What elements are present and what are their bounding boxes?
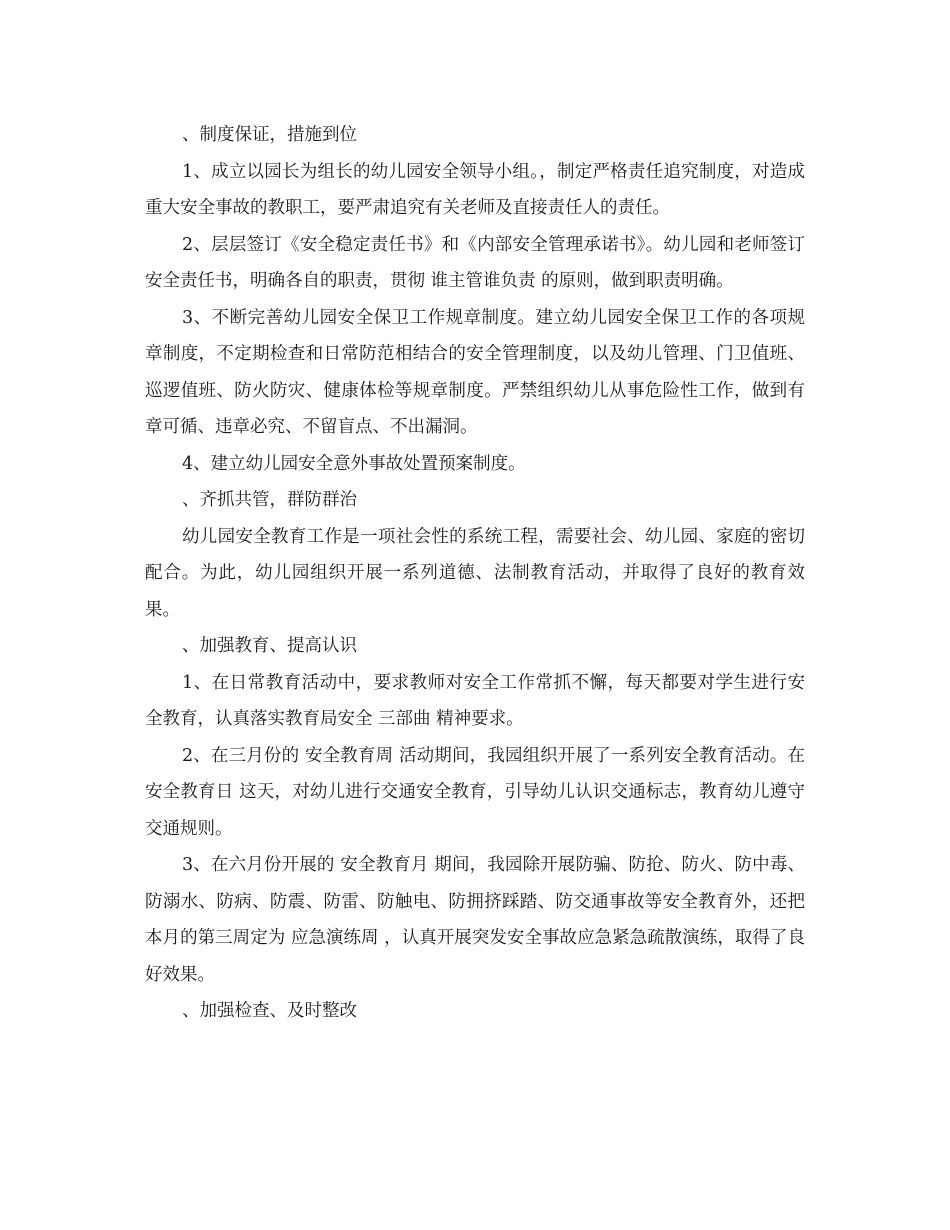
paragraph: 2、在三月份的 安全教育周 活动期间，我园组织开展了一系列安全教育活动。在 安全教育日 这天，对幼儿进行交通安全教育，引导幼儿认识交通标志，教育幼儿遵守交通规则。 [145, 745, 805, 839]
paragraph: 4、建立幼儿园安全意外事故处置预案制度。 [182, 453, 526, 474]
paragraph: 1、在日常教育活动中，要求教师对安全工作常抓不懈，每天都要对学生进行安全教育，认真落实教育局安全 三部曲 精神要求。 [145, 672, 805, 729]
section-heading: 、加强检查、及时整改 [182, 1001, 357, 1021]
section-heading: 、加强教育、提高认识 [182, 636, 357, 656]
section-heading: 、齐抓共管，群防群治 [182, 490, 357, 510]
paragraph: 3、不断完善幼儿园安全保卫工作规章制度。建立幼儿园安全保卫工作的各项规章制度，不定期检查和日常防范相结合的安全管理制度，以及幼儿管理、门卫值班、巡逻值班、防火防灾、健康体检等规章制度。严禁组织幼儿从事危险性工作，做到有章可循、违章必究、不留盲点、不出漏洞。 [145, 307, 805, 437]
paragraph: 2、层层签订《安全稳定责任书》和《内部安全管理承诺书》。幼儿园和老师签订安全责任书，明确各自的职责，贯彻 谁主管谁负责 的原则，做到职责明确。 [145, 234, 805, 291]
paragraph: 1、成立以园长为组长的幼儿园安全领导小组。，制定严格责任追究制度，对造成重大安全事故的教职工，要严肃追究有关老师及直接责任人的责任。 [145, 161, 805, 218]
paragraph: 3、在六月份开展的 安全教育月 期间，我园除开展防骗、防抢、防火、防中毒、防溺水、防病、防震、防雷、防触电、防拥挤踩踏、防交通事故等安全教育外，还把本月的第三周定为 应急演练周 ，认真开展突发安全事故应急紧急疏散演练，取得了良好效果。 [145, 855, 805, 985]
paragraph: 幼儿园安全教育工作是一项社会性的系统工程，需要社会、幼儿园、家庭的密切配合。为此，幼儿园组织开展一系列道德、法制教育活动，并取得了良好的教育效果。 [145, 526, 805, 620]
section-heading: 、制度保证，措施到位 [182, 125, 357, 145]
document-body [145, 117, 805, 1030]
